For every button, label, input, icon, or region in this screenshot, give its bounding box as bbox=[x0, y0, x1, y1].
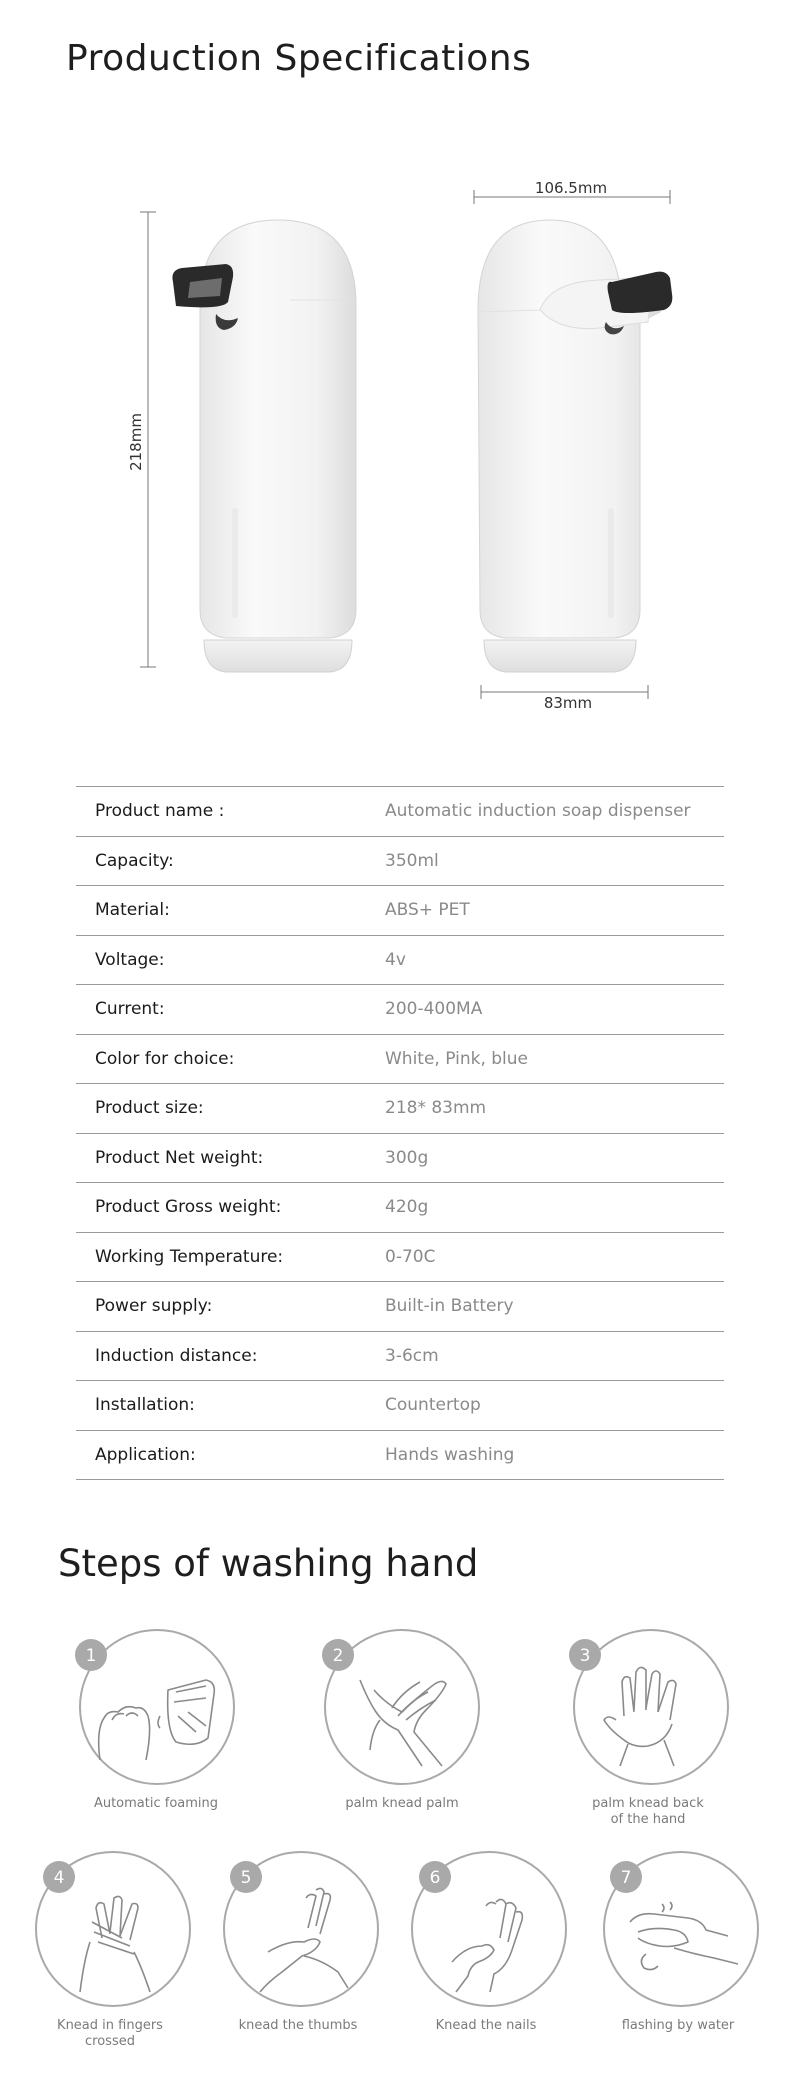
spec-label: Product Gross weight: bbox=[95, 1197, 282, 1218]
spec-label: Material: bbox=[95, 900, 170, 921]
step-number: 5 bbox=[240, 1868, 252, 1888]
spec-label: Color for choice: bbox=[95, 1048, 235, 1069]
height-dimension bbox=[127, 212, 156, 667]
spec-row bbox=[76, 1431, 724, 1481]
product-figure bbox=[0, 150, 791, 720]
spec-value: 300g bbox=[385, 1147, 429, 1168]
dispenser-front-view bbox=[172, 220, 356, 672]
spec-row bbox=[76, 1381, 724, 1431]
spec-value: 4v bbox=[385, 949, 406, 970]
spec-label: Voltage: bbox=[95, 949, 165, 970]
spec-label: Power supply: bbox=[95, 1296, 213, 1317]
step-label: Automatic foaming bbox=[93, 1796, 219, 1811]
spec-label: Induction distance: bbox=[95, 1345, 258, 1366]
step-number: 6 bbox=[429, 1868, 441, 1888]
step-number: 3 bbox=[579, 1646, 591, 1666]
spec-value: 420g bbox=[385, 1197, 429, 1218]
spec-value: Countertop bbox=[385, 1395, 481, 1416]
spec-row bbox=[76, 837, 724, 887]
width-label: 83mm bbox=[543, 694, 593, 712]
spec-value: 3-6cm bbox=[385, 1345, 439, 1366]
height-label: 218mm bbox=[127, 413, 145, 471]
spec-value: ABS+ PET bbox=[385, 900, 470, 921]
step-6 bbox=[386, 1842, 586, 2042]
spec-row bbox=[76, 1134, 724, 1184]
spec-label: Product Net weight: bbox=[95, 1147, 264, 1168]
step-number: 7 bbox=[620, 1868, 632, 1888]
spec-label: Product name : bbox=[95, 801, 225, 822]
crossed-fingers-icon bbox=[80, 1896, 150, 1992]
spec-row bbox=[76, 1183, 724, 1233]
steps-title: Steps of washing hand bbox=[58, 1542, 479, 1585]
spec-value: Automatic induction soap dispenser bbox=[385, 801, 691, 822]
step-number: 2 bbox=[332, 1646, 344, 1666]
spec-row bbox=[76, 985, 724, 1035]
step-3 bbox=[548, 1620, 748, 1827]
step-label: knead the thumbs bbox=[238, 2018, 358, 2033]
step-label: flashing by water bbox=[621, 2018, 735, 2033]
spec-row bbox=[76, 1233, 724, 1283]
step-2 bbox=[302, 1620, 502, 1820]
spec-row bbox=[76, 936, 724, 986]
step-label-line2: of the hand bbox=[610, 1812, 686, 1827]
spec-value: 218* 83mm bbox=[385, 1098, 487, 1119]
depth-dimension bbox=[474, 179, 670, 204]
spec-row bbox=[76, 886, 724, 936]
step-5 bbox=[198, 1842, 398, 2042]
foaming-hand-icon bbox=[99, 1680, 215, 1760]
step-number: 1 bbox=[85, 1646, 97, 1666]
back-of-hand-icon bbox=[604, 1667, 676, 1766]
palm-to-palm-icon bbox=[360, 1680, 446, 1766]
spec-label: Current: bbox=[95, 999, 165, 1020]
spec-value: Built-in Battery bbox=[385, 1296, 514, 1317]
spec-row bbox=[76, 1332, 724, 1382]
spec-label: Capacity: bbox=[95, 850, 174, 871]
spec-row bbox=[76, 1084, 724, 1134]
spec-row bbox=[76, 787, 724, 837]
rinse-hands-icon bbox=[630, 1902, 738, 1970]
step-label: Knead the nails bbox=[435, 2018, 537, 2033]
dispenser-side-view bbox=[478, 220, 672, 672]
depth-label: 106.5mm bbox=[534, 179, 608, 197]
nail-knead-icon bbox=[452, 1899, 522, 1992]
step-label: palm knead back bbox=[592, 1796, 704, 1811]
spec-value: 200-400MA bbox=[385, 999, 483, 1020]
step-7 bbox=[578, 1842, 778, 2042]
step-1 bbox=[56, 1620, 256, 1820]
step-number: 4 bbox=[53, 1868, 65, 1888]
spec-value: 0-70C bbox=[385, 1246, 436, 1267]
spec-value: White, Pink, blue bbox=[385, 1048, 529, 1069]
spec-value: 350ml bbox=[385, 850, 439, 871]
spec-table bbox=[76, 786, 724, 1480]
step-label: palm knead palm bbox=[345, 1796, 459, 1811]
spec-row bbox=[76, 1282, 724, 1332]
width-dimension bbox=[481, 685, 648, 712]
thumb-knead-icon bbox=[260, 1888, 348, 1992]
spec-label: Installation: bbox=[95, 1395, 195, 1416]
step-4 bbox=[10, 1842, 210, 2062]
spec-label: Product size: bbox=[95, 1098, 204, 1119]
spec-row bbox=[76, 1035, 724, 1085]
page-title: Production Specifications bbox=[66, 38, 532, 79]
spec-label: Working Temperature: bbox=[95, 1246, 284, 1267]
step-label-line2: crossed bbox=[85, 2034, 135, 2049]
step-label: Knead in fingers bbox=[57, 2018, 163, 2033]
spec-label: Application: bbox=[95, 1444, 196, 1465]
spec-value: Hands washing bbox=[385, 1444, 515, 1465]
